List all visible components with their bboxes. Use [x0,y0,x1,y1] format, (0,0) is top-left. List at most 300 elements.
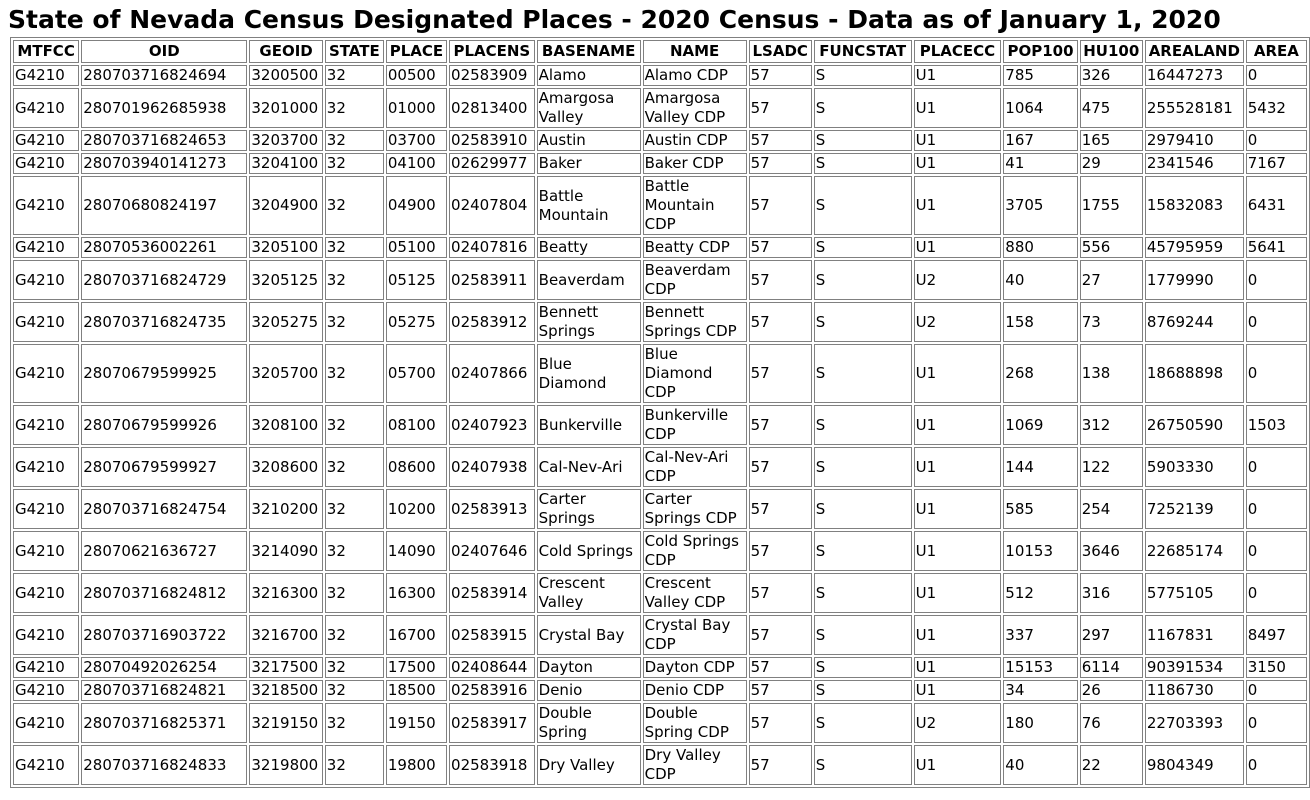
table-cell-basename: Bunkerville [537,405,641,445]
table-cell-placens: 02583916 [449,680,535,701]
table-cell-hu100: 73 [1080,302,1143,342]
table-cell-oid: 280703716824694 [81,65,247,86]
table-cell-place: 04900 [386,176,447,235]
table-cell-area: 0 [1246,680,1307,701]
table-cell-arealand: 255528181 [1145,88,1244,128]
table-cell-basename: Austin [537,130,641,151]
table-cell-geoid: 3210200 [249,489,322,529]
table-cell-lsadc: 57 [749,302,812,342]
table-cell-place: 18500 [386,680,447,701]
table-cell-name: Amargosa Valley CDP [643,88,747,128]
table-cell-mtfcc: G4210 [13,88,79,128]
table-cell-geoid: 3216300 [249,573,322,613]
table-cell-geoid: 3219150 [249,703,322,743]
table-cell-funcstat: S [814,680,912,701]
table-cell-lsadc: 57 [749,65,812,86]
table-cell-pop100: 1064 [1003,88,1077,128]
table-cell-placecc: U1 [914,489,1002,529]
table-cell-funcstat: S [814,237,912,258]
table-cell-arealand: 22685174 [1145,531,1244,571]
table-cell-basename: Dayton [537,657,641,678]
column-header-placecc: PLACECC [914,40,1002,63]
table-cell-lsadc: 57 [749,260,812,300]
table-cell-name: Carter Springs CDP [643,489,747,529]
table-cell-arealand: 15832083 [1145,176,1244,235]
table-cell-name: Austin CDP [643,130,747,151]
table-cell-geoid: 3203700 [249,130,322,151]
table-cell-placens: 02407816 [449,237,535,258]
table-cell-oid: 280703716824754 [81,489,247,529]
table-cell-arealand: 8769244 [1145,302,1244,342]
table-cell-hu100: 76 [1080,703,1143,743]
table-cell-funcstat: S [814,489,912,529]
table-cell-area: 0 [1246,260,1307,300]
table-cell-placecc: U1 [914,176,1002,235]
table-row [13,489,1307,529]
table-cell-arealand: 22703393 [1145,703,1244,743]
table-cell-place: 05100 [386,237,447,258]
table-cell-placecc: U1 [914,680,1002,701]
table-cell-place: 03700 [386,130,447,151]
table-cell-place: 05700 [386,344,447,403]
table-cell-hu100: 316 [1080,573,1143,613]
column-header-arealand: AREALAND [1145,40,1244,63]
table-row [13,237,1307,258]
table-cell-area: 1503 [1246,405,1307,445]
table-row [13,531,1307,571]
table-cell-pop100: 10153 [1003,531,1077,571]
table-cell-basename: Beatty [537,237,641,258]
table-cell-area: 0 [1246,302,1307,342]
table-cell-arealand: 16447273 [1145,65,1244,86]
table-cell-state: 32 [325,703,384,743]
table-cell-mtfcc: G4210 [13,176,79,235]
table-cell-name: Double Spring CDP [643,703,747,743]
table-cell-lsadc: 57 [749,615,812,655]
table-cell-funcstat: S [814,531,912,571]
table-cell-funcstat: S [814,657,912,678]
table-row [13,88,1307,128]
table-cell-area: 0 [1246,573,1307,613]
table-cell-pop100: 880 [1003,237,1077,258]
table-cell-lsadc: 57 [749,573,812,613]
table-cell-geoid: 3205700 [249,344,322,403]
table-cell-mtfcc: G4210 [13,447,79,487]
table-cell-funcstat: S [814,302,912,342]
table-cell-place: 16700 [386,615,447,655]
table-cell-placecc: U1 [914,531,1002,571]
table-cell-placens: 02583914 [449,573,535,613]
table-cell-arealand: 45795959 [1145,237,1244,258]
table-row [13,680,1307,701]
table-cell-arealand: 5903330 [1145,447,1244,487]
table-cell-state: 32 [325,447,384,487]
table-cell-pop100: 585 [1003,489,1077,529]
table-cell-arealand: 2979410 [1145,130,1244,151]
table-row [13,615,1307,655]
table-cell-mtfcc: G4210 [13,680,79,701]
column-header-placens: PLACENS [449,40,535,63]
table-cell-funcstat: S [814,153,912,174]
table-cell-funcstat: S [814,65,912,86]
table-cell-hu100: 26 [1080,680,1143,701]
table-cell-area: 6431 [1246,176,1307,235]
table-cell-oid: 280703716824821 [81,680,247,701]
table-row [13,65,1307,86]
table-cell-hu100: 297 [1080,615,1143,655]
table-row [13,344,1307,403]
table-cell-placecc: U1 [914,344,1002,403]
table-cell-name: Crescent Valley CDP [643,573,747,613]
table-cell-arealand: 18688898 [1145,344,1244,403]
census-places-table [10,37,1310,788]
table-cell-hu100: 556 [1080,237,1143,258]
table-cell-arealand: 90391534 [1145,657,1244,678]
table-cell-oid: 280703716824735 [81,302,247,342]
table-cell-lsadc: 57 [749,176,812,235]
table-cell-mtfcc: G4210 [13,657,79,678]
table-cell-hu100: 326 [1080,65,1143,86]
table-cell-pop100: 337 [1003,615,1077,655]
table-cell-funcstat: S [814,745,912,785]
table-cell-state: 32 [325,657,384,678]
table-cell-basename: Crystal Bay [537,615,641,655]
table-cell-pop100: 144 [1003,447,1077,487]
table-cell-basename: Alamo [537,65,641,86]
table-cell-funcstat: S [814,88,912,128]
table-cell-placens: 02583909 [449,65,535,86]
table-cell-place: 00500 [386,65,447,86]
table-cell-state: 32 [325,65,384,86]
table-cell-place: 01000 [386,88,447,128]
table-cell-placecc: U2 [914,703,1002,743]
table-cell-state: 32 [325,489,384,529]
table-cell-mtfcc: G4210 [13,615,79,655]
table-cell-place: 14090 [386,531,447,571]
table-cell-lsadc: 57 [749,489,812,529]
table-cell-name: Cold Springs CDP [643,531,747,571]
column-header-area: AREA [1246,40,1307,63]
table-cell-placens: 02583917 [449,703,535,743]
table-cell-geoid: 3204100 [249,153,322,174]
table-cell-mtfcc: G4210 [13,489,79,529]
table-cell-area: 0 [1246,65,1307,86]
table-cell-name: Dry Valley CDP [643,745,747,785]
table-cell-oid: 280703716825371 [81,703,247,743]
table-cell-mtfcc: G4210 [13,405,79,445]
table-cell-state: 32 [325,237,384,258]
table-cell-hu100: 312 [1080,405,1143,445]
table-cell-funcstat: S [814,447,912,487]
table-cell-name: Bennett Springs CDP [643,302,747,342]
table-cell-state: 32 [325,153,384,174]
table-cell-arealand: 1779990 [1145,260,1244,300]
table-cell-placecc: U1 [914,237,1002,258]
table-cell-state: 32 [325,680,384,701]
table-cell-area: 0 [1246,531,1307,571]
table-cell-state: 32 [325,405,384,445]
table-cell-mtfcc: G4210 [13,703,79,743]
table-cell-geoid: 3217500 [249,657,322,678]
table-cell-lsadc: 57 [749,153,812,174]
table-cell-pop100: 41 [1003,153,1077,174]
table-cell-placens: 02583911 [449,260,535,300]
table-cell-arealand: 7252139 [1145,489,1244,529]
table-cell-place: 08600 [386,447,447,487]
table-cell-placecc: U1 [914,615,1002,655]
table-cell-geoid: 3216700 [249,615,322,655]
table-cell-hu100: 1755 [1080,176,1143,235]
table-cell-basename: Blue Diamond [537,344,641,403]
table-cell-hu100: 6114 [1080,657,1143,678]
table-cell-funcstat: S [814,260,912,300]
table-cell-placens: 02583918 [449,745,535,785]
table-cell-name: Baker CDP [643,153,747,174]
table-cell-lsadc: 57 [749,344,812,403]
table-cell-oid: 28070492026254 [81,657,247,678]
table-cell-place: 05275 [386,302,447,342]
table-cell-name: Blue Diamond CDP [643,344,747,403]
table-cell-oid: 280703716824812 [81,573,247,613]
table-cell-mtfcc: G4210 [13,302,79,342]
table-cell-basename: Crescent Valley [537,573,641,613]
table-cell-state: 32 [325,745,384,785]
table-cell-name: Crystal Bay CDP [643,615,747,655]
table-cell-place: 08100 [386,405,447,445]
table-cell-arealand: 1186730 [1145,680,1244,701]
table-cell-hu100: 22 [1080,745,1143,785]
table-cell-geoid: 3214090 [249,531,322,571]
table-cell-geoid: 3205100 [249,237,322,258]
column-header-lsadc: LSADC [749,40,812,63]
table-cell-hu100: 27 [1080,260,1143,300]
table-cell-oid: 28070621636727 [81,531,247,571]
table-cell-state: 32 [325,260,384,300]
table-cell-basename: Bennett Springs [537,302,641,342]
table-cell-area: 0 [1246,344,1307,403]
table-cell-pop100: 268 [1003,344,1077,403]
table-cell-basename: Cal-Nev-Ari [537,447,641,487]
table-cell-lsadc: 57 [749,703,812,743]
table-cell-lsadc: 57 [749,657,812,678]
column-header-funcstat: FUNCSTAT [814,40,912,63]
column-header-mtfcc: MTFCC [13,40,79,63]
table-cell-place: 16300 [386,573,447,613]
table-cell-pop100: 512 [1003,573,1077,613]
table-cell-place: 17500 [386,657,447,678]
table-cell-pop100: 34 [1003,680,1077,701]
table-cell-placens: 02407866 [449,344,535,403]
table-cell-geoid: 3219800 [249,745,322,785]
table-cell-geoid: 3205275 [249,302,322,342]
table-cell-mtfcc: G4210 [13,573,79,613]
table-cell-oid: 280701962685938 [81,88,247,128]
table-cell-name: Cal-Nev-Ari CDP [643,447,747,487]
table-cell-placecc: U1 [914,573,1002,613]
table-cell-hu100: 254 [1080,489,1143,529]
table-cell-state: 32 [325,176,384,235]
table-cell-name: Dayton CDP [643,657,747,678]
table-cell-basename: Carter Springs [537,489,641,529]
table-cell-place: 05125 [386,260,447,300]
column-header-geoid: GEOID [249,40,322,63]
table-row [13,657,1307,678]
table-cell-placens: 02407923 [449,405,535,445]
table-cell-pop100: 40 [1003,260,1077,300]
table-cell-oid: 280703716824653 [81,130,247,151]
table-cell-mtfcc: G4210 [13,237,79,258]
table-cell-lsadc: 57 [749,130,812,151]
table-cell-placens: 02407938 [449,447,535,487]
table-cell-geoid: 3208600 [249,447,322,487]
table-cell-state: 32 [325,573,384,613]
table-cell-pop100: 180 [1003,703,1077,743]
page-title: State of Nevada Census Designated Places - 2020 Census - Data as of January 1, 2020 [8,5,1221,34]
table-cell-hu100: 29 [1080,153,1143,174]
table-cell-pop100: 785 [1003,65,1077,86]
table-cell-area: 3150 [1246,657,1307,678]
table-cell-basename: Cold Springs [537,531,641,571]
table-cell-mtfcc: G4210 [13,745,79,785]
table-cell-arealand: 9804349 [1145,745,1244,785]
table-cell-pop100: 1069 [1003,405,1077,445]
table-cell-state: 32 [325,615,384,655]
table-cell-state: 32 [325,130,384,151]
table-cell-basename: Double Spring [537,703,641,743]
table-cell-place: 10200 [386,489,447,529]
table-row [13,260,1307,300]
table-cell-oid: 280703940141273 [81,153,247,174]
table-cell-geoid: 3201000 [249,88,322,128]
table-cell-name: Battle Mountain CDP [643,176,747,235]
table-cell-basename: Dry Valley [537,745,641,785]
table-body [13,65,1307,785]
table-row [13,130,1307,151]
table-cell-basename: Denio [537,680,641,701]
table-cell-funcstat: S [814,176,912,235]
table-cell-lsadc: 57 [749,680,812,701]
table-cell-placecc: U1 [914,130,1002,151]
table-cell-placens: 02629977 [449,153,535,174]
table-cell-basename: Beaverdam [537,260,641,300]
table-cell-placecc: U1 [914,405,1002,445]
table-cell-arealand: 1167831 [1145,615,1244,655]
table-cell-area: 7167 [1246,153,1307,174]
table-cell-placens: 02583915 [449,615,535,655]
table-row [13,703,1307,743]
table-cell-geoid: 3218500 [249,680,322,701]
table-cell-mtfcc: G4210 [13,531,79,571]
table-row [13,745,1307,785]
column-header-name: NAME [643,40,747,63]
table-cell-lsadc: 57 [749,447,812,487]
table-cell-geoid: 3208100 [249,405,322,445]
table-cell-placecc: U1 [914,88,1002,128]
table-cell-name: Alamo CDP [643,65,747,86]
column-header-basename: BASENAME [537,40,641,63]
table-cell-hu100: 165 [1080,130,1143,151]
table-cell-geoid: 3200500 [249,65,322,86]
column-header-oid: OID [81,40,247,63]
table-cell-name: Beatty CDP [643,237,747,258]
table-header-row [13,40,1307,63]
table-cell-placens: 02407646 [449,531,535,571]
table-cell-lsadc: 57 [749,745,812,785]
table-cell-lsadc: 57 [749,531,812,571]
column-header-state: STATE [325,40,384,63]
table-cell-oid: 280703716824833 [81,745,247,785]
table-cell-oid: 28070679599927 [81,447,247,487]
table-cell-mtfcc: G4210 [13,260,79,300]
table-cell-oid: 28070679599925 [81,344,247,403]
table-cell-state: 32 [325,344,384,403]
table-cell-placecc: U1 [914,745,1002,785]
table-cell-pop100: 3705 [1003,176,1077,235]
table-cell-pop100: 167 [1003,130,1077,151]
table-cell-placecc: U2 [914,302,1002,342]
table-cell-funcstat: S [814,573,912,613]
table-cell-placens: 02583913 [449,489,535,529]
table-cell-oid: 28070680824197 [81,176,247,235]
table-cell-area: 5432 [1246,88,1307,128]
table-cell-basename: Baker [537,153,641,174]
table-cell-state: 32 [325,88,384,128]
table-cell-name: Denio CDP [643,680,747,701]
table-cell-pop100: 158 [1003,302,1077,342]
table-cell-place: 19150 [386,703,447,743]
table-cell-lsadc: 57 [749,237,812,258]
table-row [13,176,1307,235]
table-cell-oid: 28070536002261 [81,237,247,258]
table-cell-placecc: U1 [914,65,1002,86]
table-cell-state: 32 [325,302,384,342]
table-cell-geoid: 3204900 [249,176,322,235]
table-cell-geoid: 3205125 [249,260,322,300]
table-cell-arealand: 5775105 [1145,573,1244,613]
table-cell-pop100: 15153 [1003,657,1077,678]
table-cell-lsadc: 57 [749,405,812,445]
table-cell-funcstat: S [814,405,912,445]
table-cell-mtfcc: G4210 [13,153,79,174]
table-cell-placecc: U1 [914,657,1002,678]
table-cell-funcstat: S [814,344,912,403]
table-cell-basename: Amargosa Valley [537,88,641,128]
column-header-hu100: HU100 [1080,40,1143,63]
table-cell-placecc: U1 [914,153,1002,174]
table-cell-placens: 02408644 [449,657,535,678]
table-row [13,447,1307,487]
table-cell-state: 32 [325,531,384,571]
table-cell-name: Bunkerville CDP [643,405,747,445]
table-cell-arealand: 2341546 [1145,153,1244,174]
table-cell-hu100: 3646 [1080,531,1143,571]
table-cell-placecc: U2 [914,260,1002,300]
table-cell-funcstat: S [814,130,912,151]
table-cell-arealand: 26750590 [1145,405,1244,445]
table-cell-mtfcc: G4210 [13,65,79,86]
table-cell-placens: 02813400 [449,88,535,128]
table-cell-funcstat: S [814,615,912,655]
table-cell-funcstat: S [814,703,912,743]
table-cell-oid: 28070679599926 [81,405,247,445]
page-container [8,0,1299,800]
table-row [13,302,1307,342]
table-cell-oid: 280703716824729 [81,260,247,300]
table-cell-mtfcc: G4210 [13,130,79,151]
column-header-place: PLACE [386,40,447,63]
table-cell-place: 04100 [386,153,447,174]
table-cell-placecc: U1 [914,447,1002,487]
